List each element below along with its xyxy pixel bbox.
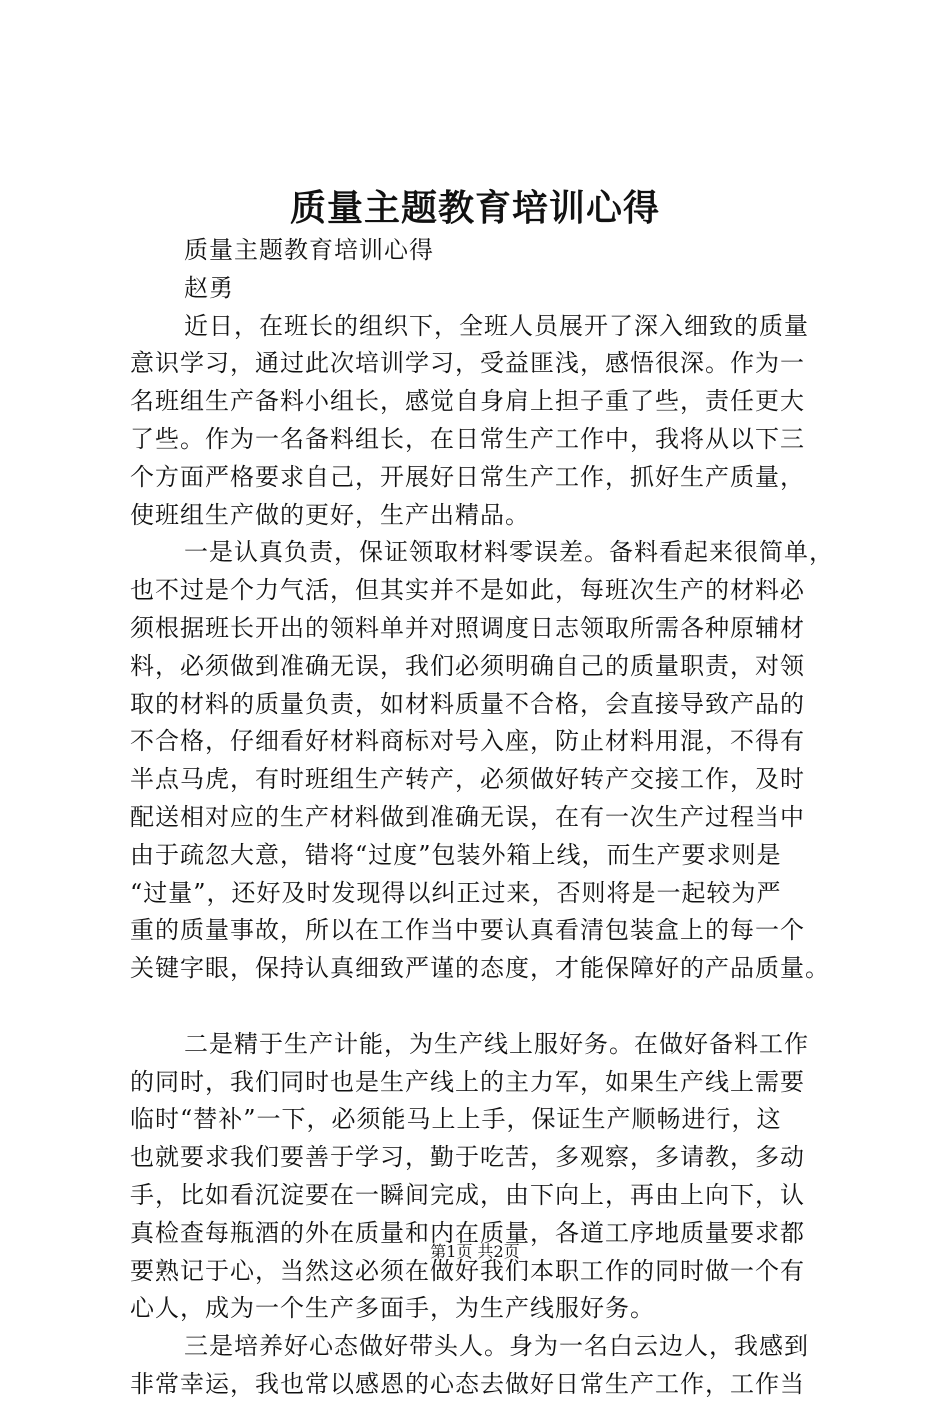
- document-body: [130, 232, 850, 1404]
- paragraph-line: 取的材料的质量负责，如材料质量不合格，会直接导致产品的: [130, 689, 805, 718]
- paragraph-line: 半点马虎，有时班组生产转产，必须做好转产交接工作，及时: [130, 765, 805, 794]
- paragraph-line: 近日，在班长的组织下，全班人员展开了深入细致的质量: [184, 311, 809, 340]
- paragraph-line: 也就要求我们要善于学习，勤于吃苦，多观察，多请教，多动: [130, 1143, 805, 1172]
- paragraph-line: 一是认真负责，保证领取材料零误差。备料看起来很简单，: [184, 538, 834, 567]
- paragraph-line: 意识学习，通过此次培训学习，受益匪浅，感悟很深。作为一: [130, 349, 805, 378]
- paragraph-line: 使班组生产做的更好，生产出精品。: [130, 500, 530, 529]
- paragraph-line: 要熟记于心，当然这必须在做好我们本职工作的同时做一个有: [130, 1256, 805, 1285]
- paragraph-line: 不合格，仔细看好材料商标对号入座，防止材料用混，不得有: [130, 727, 805, 756]
- paragraph-line: 重的质量事故，所以在工作当中要认真看清包装盒上的每一个: [130, 916, 805, 945]
- paragraph-line: 三是培养好心态做好带头人。身为一名白云边人，我感到: [184, 1332, 809, 1361]
- paragraph-line: 临时“替补”一下，必须能马上上手，保证生产顺畅进行，这: [130, 1105, 782, 1134]
- paragraph-line: 真检查每瓶酒的外在质量和内在质量，各道工序地质量要求都: [130, 1218, 805, 1247]
- paragraph-line: 也不过是个力气活，但其实并不是如此，每班次生产的材料必: [130, 576, 805, 605]
- paragraph-line: 二是精于生产计能，为生产线上服好务。在做好备料工作: [184, 1029, 809, 1058]
- paragraph-line: 配送相对应的生产材料做到准确无误，在有一次生产过程当中: [130, 802, 805, 831]
- paragraph-line: 关键字眼，保持认真细致严谨的态度，才能保障好的产品质量。: [130, 954, 830, 983]
- paragraph-line: “过量”，还好及时发现得以纠正过来，否则将是一起较为严: [130, 878, 782, 907]
- blank-line: [130, 988, 850, 1026]
- paragraph-line: 料，必须做到准确无误，我们必须明确自己的质量职责，对领: [130, 651, 805, 680]
- author-line: 赵勇: [184, 273, 234, 302]
- paragraph-line: 的同时，我们同时也是生产线上的主力军，如果生产线上需要: [130, 1067, 805, 1096]
- subtitle-line: 质量主题教育培训心得: [184, 236, 434, 264]
- paragraph-line: 非常幸运，我也常以感恩的心态去做好日常生产工作，工作当: [130, 1369, 805, 1398]
- document-title: 质量主题教育培训心得: [289, 187, 660, 229]
- paragraph-line: 须根据班长开出的领料单并对照调度日志领取所需各种原辅材: [130, 613, 805, 642]
- paragraph-line: 心人，成为一个生产多面手，为生产线服好务。: [130, 1294, 655, 1323]
- paragraph-line: 由于疏忽大意，错将“过度”包装外箱上线，而生产要求则是: [130, 840, 782, 869]
- paragraph-line: 名班组生产备料小组长，感觉自身肩上担子重了些，责任更大: [130, 387, 805, 416]
- paragraph-line: 手，比如看沉淀要在一瞬间完成，由下向上，再由上向下，认: [130, 1180, 805, 1209]
- paragraph-line: 了些。作为一名备料组长，在日常生产工作中，我将从以下三: [130, 424, 805, 453]
- paragraph-line: 个方面严格要求自己，开展好日常生产工作，抓好生产质量，: [130, 462, 805, 491]
- page-footer: 第1页 共2页: [430, 1242, 520, 1261]
